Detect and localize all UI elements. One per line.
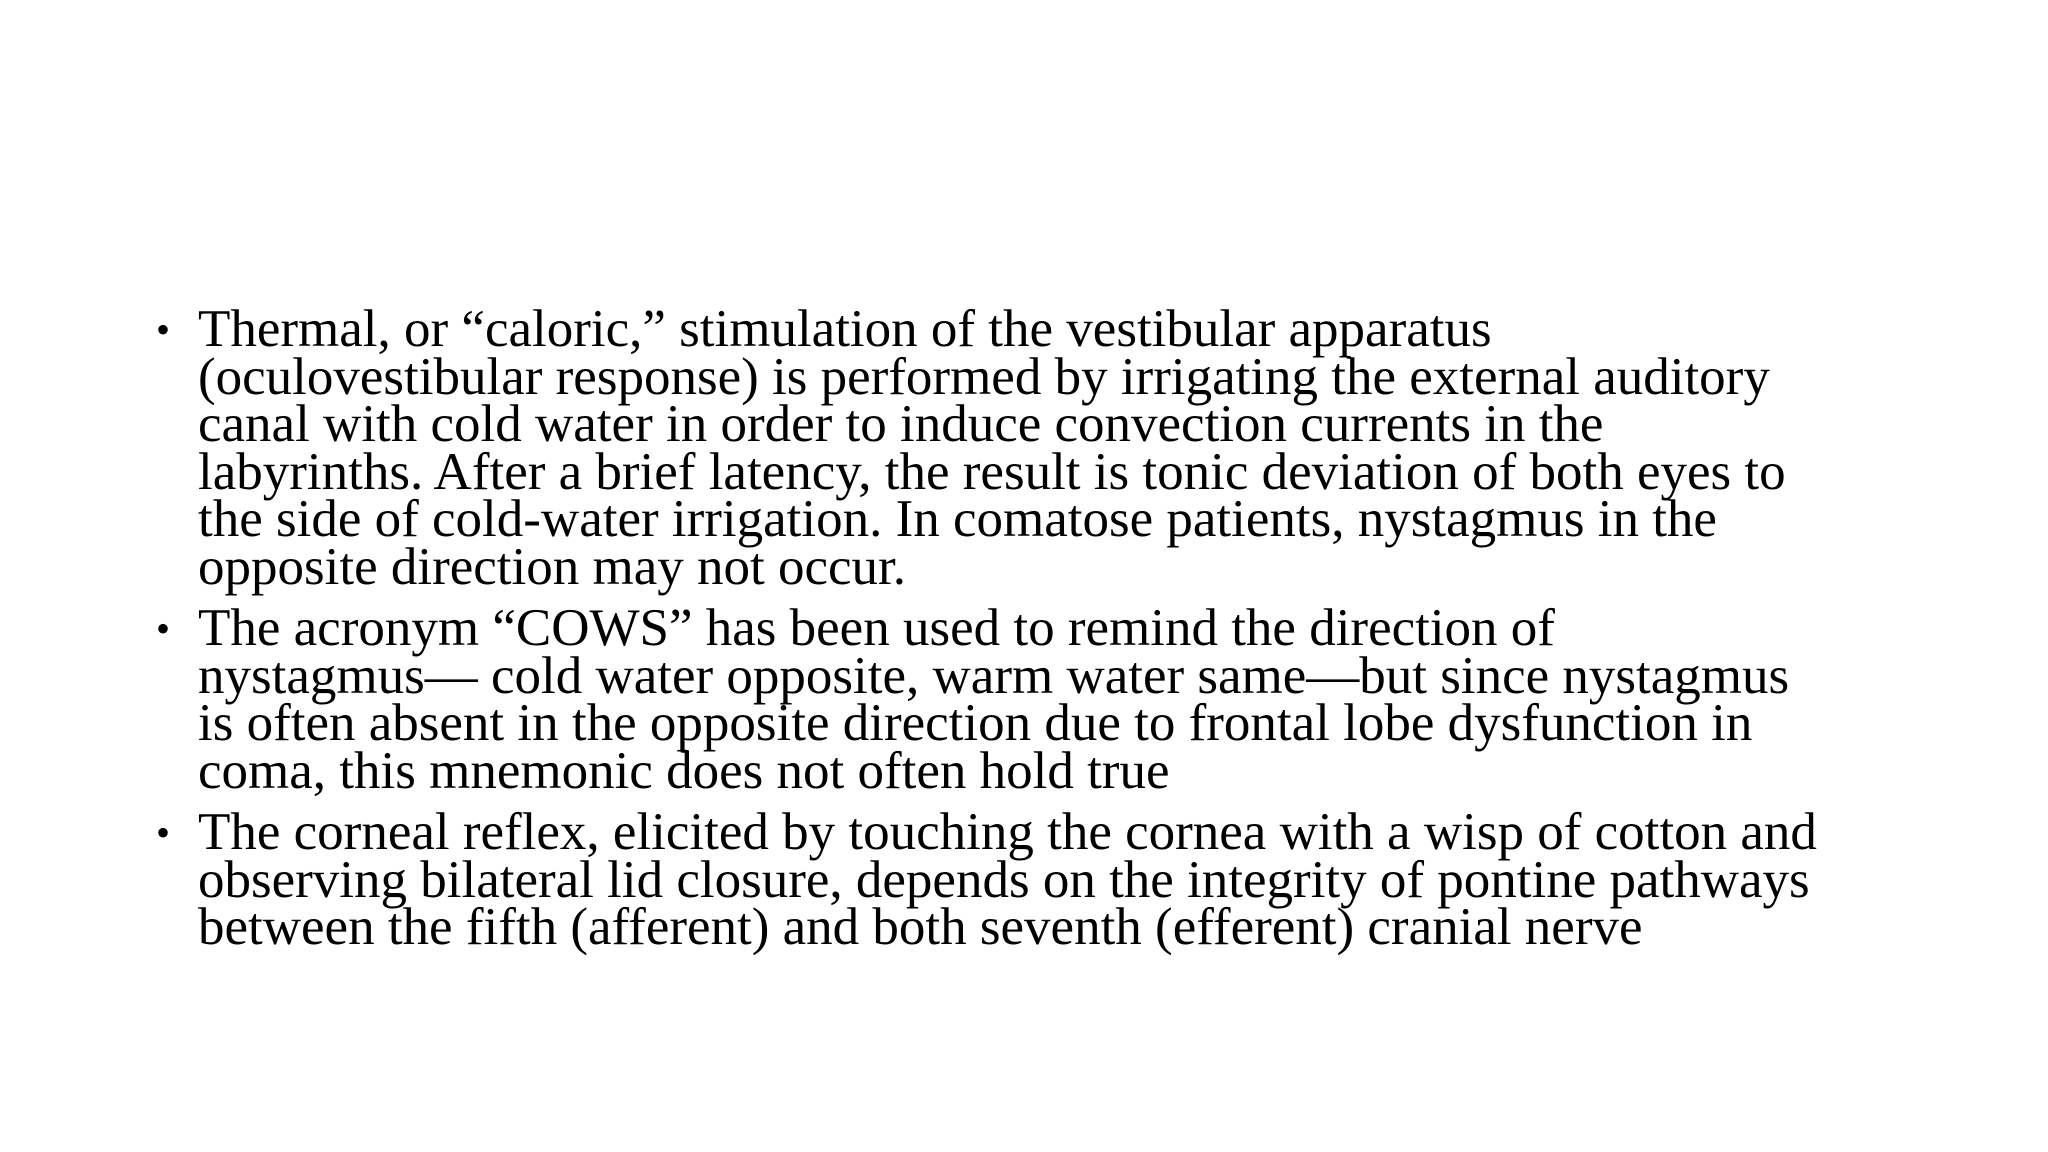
bullet-list (150, 300, 1920, 966)
bullet-text-line: canal with cold water in order to induce convection currents in the (198, 395, 1604, 453)
bullet-item-cows (150, 599, 1920, 800)
bullet-item-caloric (150, 300, 1920, 596)
bullet-text-line: (oculovestibular response) is performed by irrigating the external auditory (198, 347, 1770, 406)
bullet-text-line: The corneal reflex, elicited by touching the cornea with a wisp of cotton and (198, 803, 1817, 861)
bullet-text-line: Thermal, or “caloric,” stimulation of the vestibular apparatus (198, 300, 1492, 358)
bullet-text-line: The acronym “COWS” has been used to remind the direction of (198, 599, 1555, 657)
bullet-text-line: the side of cold-water irrigation. In comatose patients, nystagmus in the (198, 490, 1717, 548)
bullet-item-corneal (150, 803, 1920, 956)
bullet-icon: • (156, 307, 171, 352)
bullet-text-line: is often absent in the opposite direction due to frontal lobe dysfunction in (198, 694, 1753, 752)
bullet-text-line: labyrinths. After a brief latency, the result is tonic deviation of both eyes to (198, 442, 1786, 501)
bullet-icon: • (156, 606, 171, 651)
bullet-icon: • (156, 810, 171, 855)
bullet-text-line: opposite direction may not occur. (198, 537, 906, 596)
bullet-text-line: observing bilateral lid closure, depends on the integrity of pontine pathways (198, 850, 1810, 909)
bullet-text-line: coma, this mnemonic does not often hold true (198, 741, 1170, 800)
bullet-text-line: between the fifth (afferent) and both seventh (efferent) cranial nerve (198, 898, 1643, 956)
bullet-text-line: nystagmus— cold water opposite, warm water same—but since nystagmus (198, 646, 1790, 705)
